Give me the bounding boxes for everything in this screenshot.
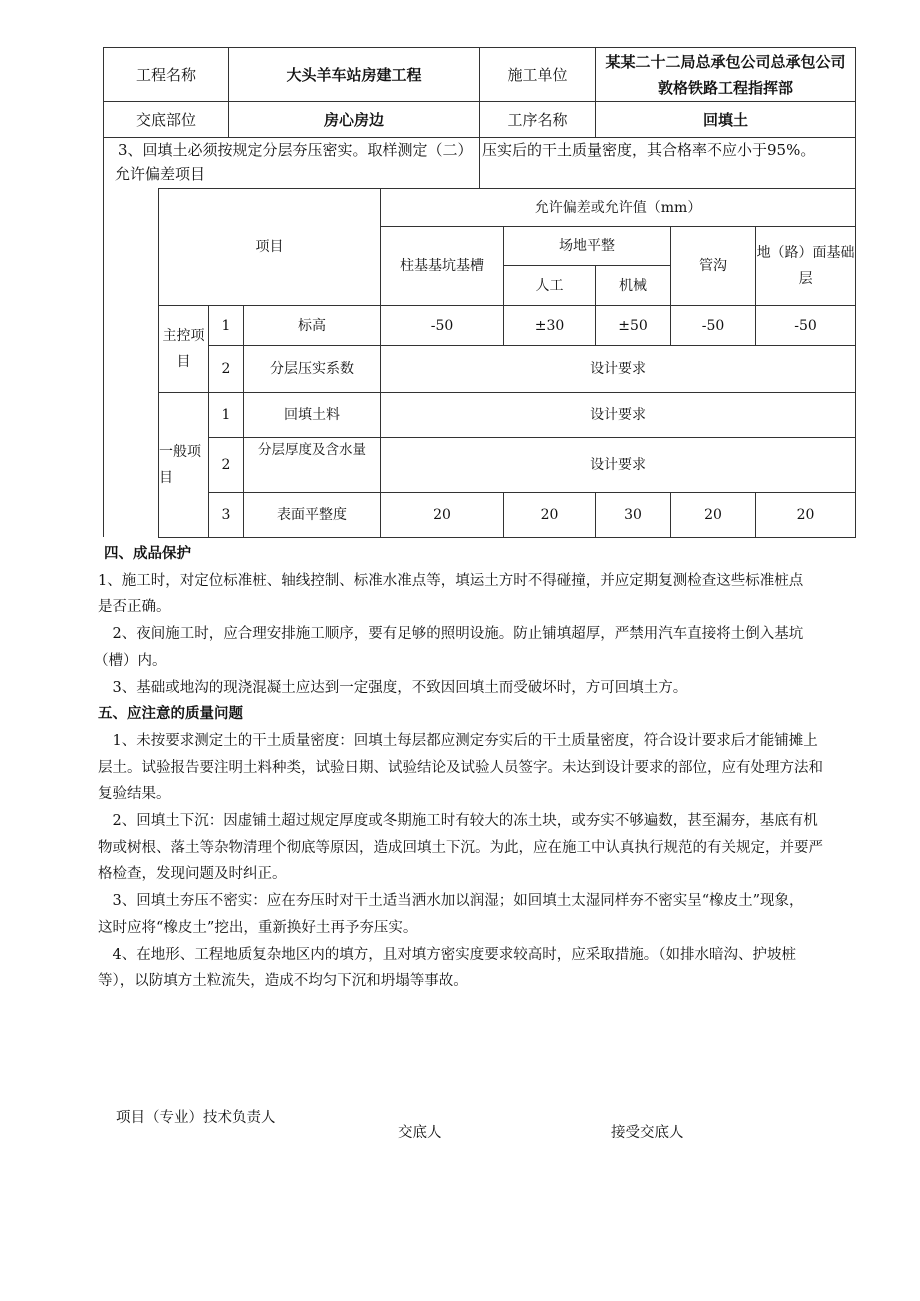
body-line: 3、回填土夯压不密实：应在夯压时对干土适当洒水加以润湿；如回填土太湿同样夯不密实呈“橡皮土”现象， (98, 893, 804, 910)
section-5-heading: 五、应注意的质量问题 (98, 706, 243, 723)
intro-left (104, 138, 480, 189)
row-value: -50 (381, 306, 504, 346)
body-line: （槽）内。 (94, 652, 167, 669)
main-group: 主控项目 (159, 306, 209, 393)
item-header: 项目 (159, 189, 381, 306)
body-line: 层土。试验报告要注明土料种类，试验日期、试验结论及试验人员签字。未达到设计要求的部位，应有处理方法和 (98, 759, 823, 776)
col-machine: 机械 (596, 266, 671, 306)
section-4 (94, 541, 860, 995)
col-manual: 人工 (504, 266, 596, 306)
contractor (596, 48, 856, 102)
part-label: 交底部位 (104, 102, 229, 138)
table-row (159, 438, 856, 493)
row-span-value: 设计要求 (381, 438, 856, 493)
row-no: 2 (209, 346, 244, 393)
table-left-border (103, 188, 104, 537)
header-table (103, 47, 856, 189)
row-name: 分层压实系数 (244, 346, 381, 393)
tolerance-table (158, 188, 856, 538)
contractor-label: 施工单位 (480, 48, 596, 102)
body-line: 1、未按要求测定土的干土质量密度：回填土每层都应测定夯实后的干土质量密度，符合设计要求后才能铺摊上 (98, 732, 818, 749)
intro-left-line1: 3、回填土必须按规定分层夯压密实。取样测定（二） (118, 141, 473, 159)
signature-discloser: 交底人 (398, 1125, 442, 1141)
body-line: 3、基础或地沟的现浇混凝土应达到一定强度，不致因回填土而受破坏时，方可回填土方。 (98, 679, 688, 696)
body-line: 1、施工时，对定位标准桩、轴线控制、标准水准点等，填运土方时不得碰撞，并应定期复测检查这些标准桩点 (98, 572, 804, 589)
row-value: 20 (381, 493, 504, 538)
row-no: 1 (209, 393, 244, 438)
body-line: 格检查，发现问题及时纠正。 (98, 866, 287, 883)
row-value: ±30 (504, 306, 596, 346)
col-pit: 柱基基坑基槽 (381, 227, 504, 306)
row-value: 20 (504, 493, 596, 538)
row-name: 表面平整度 (244, 493, 381, 538)
row-value: 30 (596, 493, 671, 538)
signature-tech-lead: 项目（专业）技术负责人 (116, 1110, 276, 1126)
row-name: 标高 (244, 306, 381, 346)
general-group: 一般项目 (159, 393, 209, 538)
intro-left-line2: 允许偏差项目 (115, 165, 206, 183)
table-row (159, 306, 856, 346)
row-span-value: 设计要求 (381, 346, 856, 393)
body-line: 复验结果。 (98, 786, 171, 803)
process: 回填土 (596, 102, 856, 138)
row-no: 3 (209, 493, 244, 538)
body-line: 这时应将“橡皮土”挖出，重新换好土再予夯压实。 (98, 919, 418, 936)
table-row (159, 493, 856, 538)
row-value: 20 (756, 493, 856, 538)
row-value: 20 (671, 493, 756, 538)
project-name: 大头羊车站房建工程 (229, 48, 480, 102)
row-value: -50 (671, 306, 756, 346)
intro-right-line1: 压实后的干土质量密度，其合格率不应小于95%。 (482, 141, 816, 159)
section-4-heading: 四、成品保护 (104, 546, 191, 562)
col-road: 地（路）面基础层 (756, 227, 856, 306)
row-value: -50 (756, 306, 856, 346)
col-site: 场地平整 (504, 227, 671, 266)
body-line: 物或树根、落土等杂物清理个彻底等原因，造成回填土下沉。为此，应在施工中认真执行规范的有关规定，并要严 (98, 839, 823, 856)
row-name: 分层厚度及含水量 (244, 438, 381, 493)
body-line: 2、夜间施工时，应合理安排施工顺序，要有足够的照明设施。防止铺填超厚，严禁用汽车直接将土倒入基坑 (98, 626, 804, 643)
row-name: 回填土料 (244, 393, 381, 438)
row-span-value: 设计要求 (381, 393, 856, 438)
signature-receiver: 接受交底人 (611, 1125, 684, 1141)
project-name-label: 工程名称 (104, 48, 229, 102)
row-no: 2 (209, 438, 244, 493)
table-row (159, 393, 856, 438)
body-line: 4、在地形、工程地质复杂地区内的填方，且对填方密实度要求较高时，应采取措施。（如排水暗沟、护坡桩 (98, 946, 796, 963)
body-line: 是否正确。 (98, 599, 171, 616)
group-header: 允许偏差或允许值（mm） (381, 189, 856, 227)
contractor-line2: 敦格铁路工程指挥部 (657, 78, 793, 97)
table-row (159, 346, 856, 393)
row-value: ±50 (596, 306, 671, 346)
col-trench: 管沟 (671, 227, 756, 306)
body-line: 等），以防填方土粒流失，造成不均匀下沉和坍塌等事故。 (98, 973, 468, 990)
intro-right (480, 138, 856, 189)
body-line: 2、回填土下沉：因虚铺土超过规定厚度或冬期施工时有较大的冻土块，或夯实不够遍数，甚至漏夯，基底有机 (98, 813, 818, 830)
contractor-line1: 某某二十二局总承包公司总承包公司 (605, 52, 846, 71)
part: 房心房边 (229, 102, 480, 138)
process-label: 工序名称 (480, 102, 596, 138)
row-no: 1 (209, 306, 244, 346)
